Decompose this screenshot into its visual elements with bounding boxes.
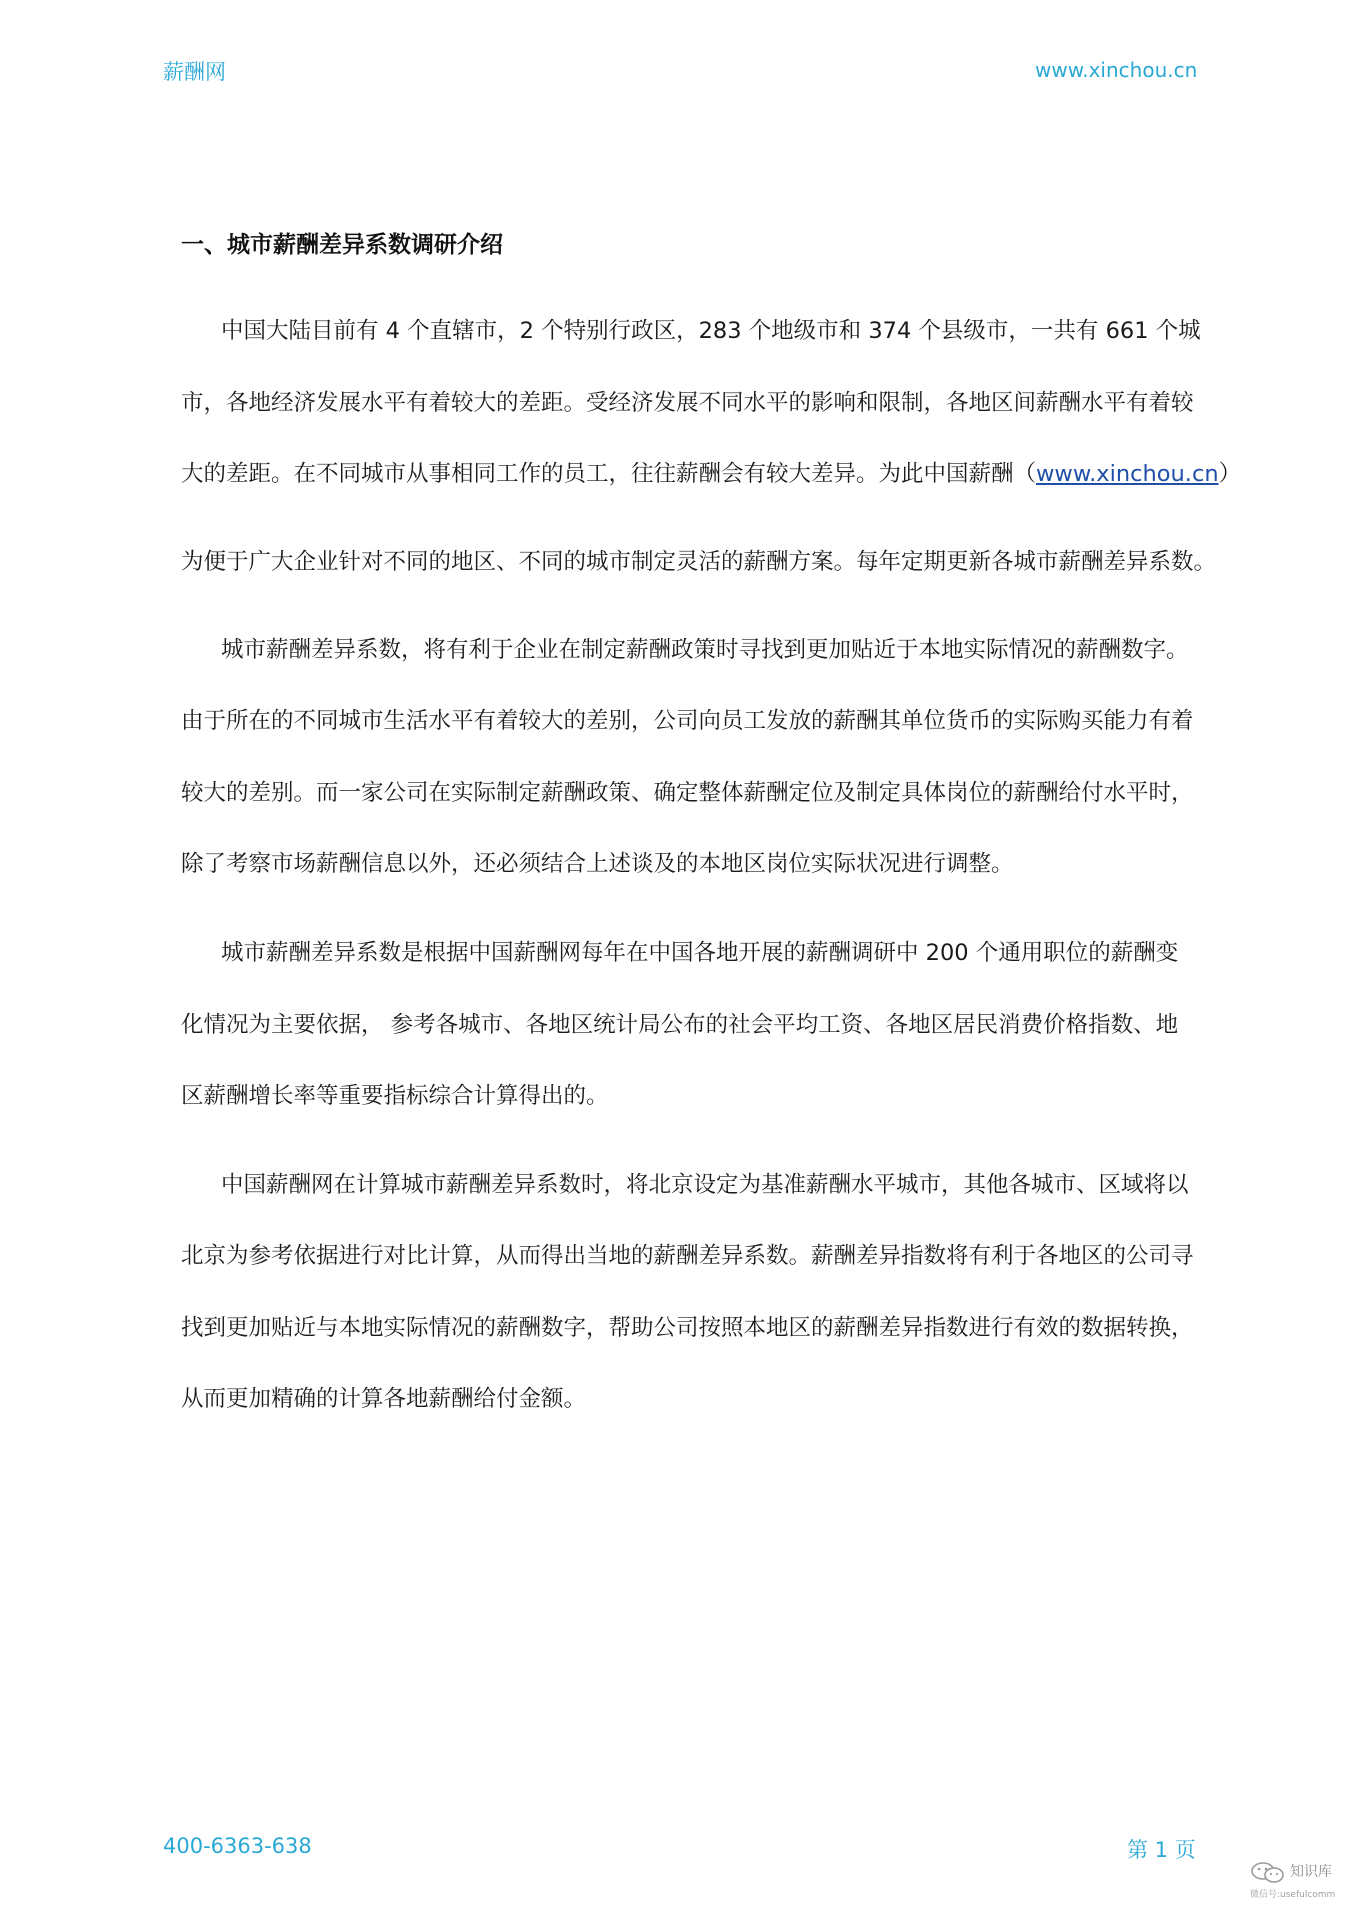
paragraph-1-line-3-text: 大的差距。在不同城市从事相同工作的员工，往往薪酬会有较大差异。为此中国薪酬（ (181, 461, 1037, 487)
website-link[interactable]: www.xinchou.cn (1036, 461, 1219, 487)
paragraph-1-line-4: 为便于广大企业针对不同的地区、不同的城市制定灵活的薪酬方案。每年定期更新各城市薪酬差异系数。 (181, 549, 1217, 575)
paragraph-4-line-4: 从而更加精确的计算各地薪酬给付金额。 (181, 1386, 587, 1412)
paragraph-2-line-1: 城市薪酬差异系数，将有利于企业在制定薪酬政策时寻找到更加贴近于本地实际情况的薪酬数字。 (221, 637, 1189, 663)
paragraph-1-line-3-close: ） (1218, 461, 1242, 487)
wechat-icon (1250, 1861, 1286, 1885)
header-site-link[interactable]: www.xinchou.cn (1035, 58, 1198, 82)
paragraph-4-line-3: 找到更加贴近与本地实际情况的薪酬数字，帮助公司按照本地区的薪酬差异指数进行有效的数据转换， (181, 1315, 1194, 1341)
paragraph-4-line-2: 北京为参考依据进行对比计算，从而得出当地的薪酬差异系数。薪酬差异指数将有利于各地区的公司寻 (181, 1243, 1194, 1269)
watermark-sub: 微信号:usefulcomm (1250, 1890, 1336, 1900)
footer-phone: 400-6363-638 (163, 1834, 312, 1858)
paragraph-3-line-2: 化情况为主要依据， 参考各城市、各地区统计局公布的社会平均工资、各地区居民消费价格指数、地 (181, 1012, 1179, 1038)
watermark (1250, 1857, 1348, 1905)
paragraph-2-line-4: 除了考察市场薪酬信息以外，还必须结合上述谈及的本地区岗位实际状况进行调整。 (181, 851, 1014, 877)
paragraph-1-line-1: 中国大陆目前有 4 个直辖市，2 个特别行政区，283 个地级市和 374 个县级市，一共有 661 个城 (221, 318, 1201, 344)
watermark-name: 知识库 (1290, 1864, 1332, 1880)
paragraph-3-line-1: 城市薪酬差异系数是根据中国薪酬网每年在中国各地开展的薪酬调研中 200 个通用职位的薪酬变 (221, 940, 1179, 966)
paragraph-2-line-3: 较大的差别。而一家公司在实际制定薪酬政策、确定整体薪酬定位及制定具体岗位的薪酬给付水平时， (181, 780, 1194, 806)
section-title: 一、城市薪酬差异系数调研介绍 (181, 232, 503, 258)
paragraph-4-line-1: 中国薪酬网在计算城市薪酬差异系数时，将北京设定为基准薪酬水平城市，其他各城市、区域将以 (221, 1172, 1189, 1198)
page-number: 第 1 页 (1127, 1838, 1196, 1862)
paragraph-3-line-3: 区薪酬增长率等重要指标综合计算得出的。 (181, 1083, 609, 1109)
header-brand: 薪酬网 (163, 60, 226, 84)
paragraph-1-line-3 (181, 459, 1261, 489)
paragraph-1-line-2: 市，各地经济发展水平有着较大的差距。受经济发展不同水平的影响和限制，各地区间薪酬水平有着较 (181, 390, 1194, 416)
paragraph-2-line-2: 由于所在的不同城市生活水平有着较大的差别，公司向员工发放的薪酬其单位货币的实际购买能力有着 (181, 708, 1194, 734)
